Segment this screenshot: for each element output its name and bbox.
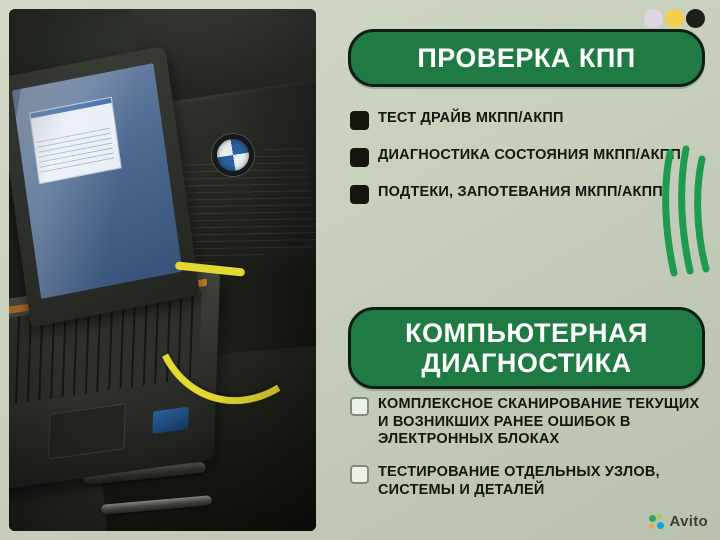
decor-dots bbox=[644, 9, 705, 28]
list-item bbox=[350, 396, 712, 449]
section2-feature-list bbox=[350, 396, 712, 514]
list-item-label: ДИАГНОСТИКА СОСТОЯНИЯ МКПП/АКПП bbox=[378, 147, 681, 163]
green-scribble-decoration bbox=[660, 145, 716, 280]
decor-dot-yellow bbox=[665, 9, 684, 28]
decor-dot-black bbox=[686, 9, 705, 28]
list-item-label: ПОДТЕКИ, ЗАПОТЕВАНИЯ МКПП/АКПП bbox=[378, 184, 663, 200]
list-item-label: ТЕСТ ДРАЙВ МКПП/АКПП bbox=[378, 110, 564, 126]
bullet-square-filled-icon bbox=[350, 185, 369, 204]
section-title-gearbox-check bbox=[348, 29, 705, 87]
bullet-square-outline-icon bbox=[350, 397, 369, 416]
list-item-label: ТЕСТИРОВАНИЕ ОТДЕЛЬНЫХ УЗЛОВ, СИСТЕМЫ И ДЕТАЛЕЙ bbox=[378, 464, 660, 498]
decor-dot-lavender bbox=[644, 9, 663, 28]
list-item-label: КОМПЛЕКСНОЕ СКАНИРОВАНИЕ ТЕКУЩИХ И ВОЗНИКШИХ РАНЕЕ ОШИБОК В ЭЛЕКТРОННЫХ БЛОКАХ bbox=[378, 396, 700, 448]
section-title-computer-diagnostics bbox=[348, 307, 705, 389]
section1-title-text: ПРОВЕРКА КПП bbox=[417, 42, 636, 73]
avito-watermark bbox=[649, 513, 708, 530]
bullet-square-outline-icon bbox=[350, 465, 369, 484]
bullet-square-filled-icon bbox=[350, 111, 369, 130]
bullet-square-filled-icon bbox=[350, 148, 369, 167]
avito-logo-icon bbox=[649, 514, 665, 530]
list-item bbox=[350, 110, 712, 130]
photo-vignette bbox=[9, 9, 316, 531]
laptop-diagnostics-photo bbox=[9, 9, 316, 531]
list-item bbox=[350, 147, 712, 167]
section2-title-line1: КОМПЬЮТЕРНАЯ bbox=[405, 317, 648, 348]
avito-label: Avito bbox=[669, 513, 708, 530]
content-panel bbox=[330, 0, 720, 540]
list-item bbox=[350, 184, 712, 204]
section2-title-line2: ДИАГНОСТИКА bbox=[421, 348, 632, 378]
list-item bbox=[350, 464, 712, 499]
section1-feature-list bbox=[350, 110, 712, 221]
